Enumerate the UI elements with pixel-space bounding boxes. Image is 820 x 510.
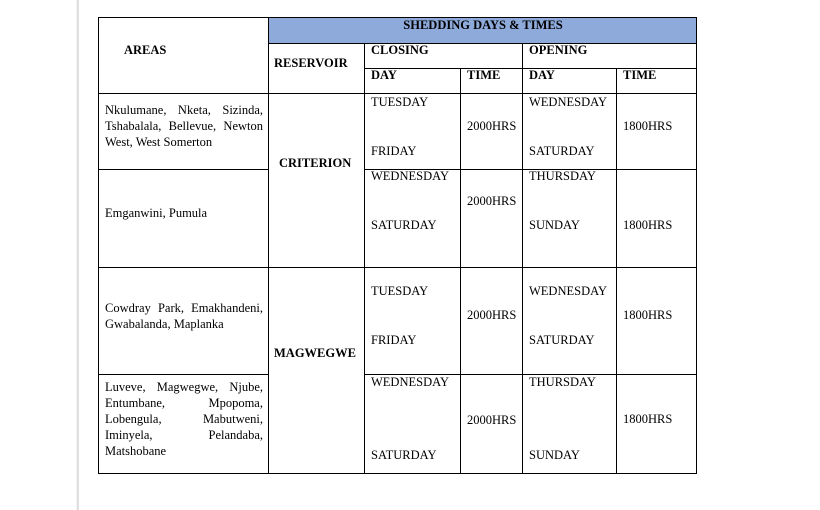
row2-opening-time: 1800HRS: [623, 218, 673, 232]
row4-closing-time: 2000HRS: [467, 413, 517, 427]
row1-closing-time: 2000HRS: [467, 119, 517, 133]
col-closing-day: DAY: [371, 68, 397, 82]
row1-opening-day-1: WEDNESDAY: [529, 95, 608, 109]
grid-v-closing-time: [460, 68, 461, 474]
col-closing: CLOSING: [371, 43, 429, 57]
row3-closing-time: 2000HRS: [467, 308, 517, 322]
col-areas: AREAS: [124, 43, 167, 57]
col-opening-time: TIME: [623, 68, 657, 82]
col-closing-time: TIME: [467, 68, 501, 82]
row4-opening-day-1: THURSDAY: [529, 375, 596, 389]
row3-opening-day-1: WEDNESDAY: [529, 284, 608, 298]
header-title: SHEDDING DAYS & TIMES: [403, 18, 563, 32]
col-reservoir: RESERVOIR: [274, 56, 348, 70]
row4-areas: Luveve, Magwegwe, Njube, Entumbane, Mpopoma, Lobengula, Mabutweni, Iminyela, Pelandaba, Matshobane: [105, 380, 263, 458]
row2-areas: Emganwini, Pumula: [105, 206, 208, 220]
row2-closing-time: 2000HRS: [467, 194, 517, 208]
grid-h-row3: [98, 374, 269, 375]
table-border-left: [98, 17, 99, 474]
row4-opening-day-2: SUNDAY: [529, 448, 580, 462]
row1-closing-day-1: TUESDAY: [371, 95, 429, 109]
grid-v-opening-time: [616, 68, 617, 474]
reservoir-magwegwe: MAGWEGWE: [274, 346, 356, 360]
row1-opening-day-2: SATURDAY: [529, 144, 595, 158]
table-border-bottom: [98, 473, 697, 474]
row3-closing-day-2: FRIDAY: [371, 333, 417, 347]
col-opening: OPENING: [529, 43, 588, 57]
row3-opening-time: 1800HRS: [623, 308, 673, 322]
row4-opening-time: 1800HRS: [623, 412, 673, 426]
row1-areas: Nkulumane, Nketa, Sizinda, Tshabalala, Bellevue, Newton West, West Somerton: [105, 103, 263, 149]
grid-v-reservoir: [364, 43, 365, 474]
row1-closing-day-2: FRIDAY: [371, 144, 417, 158]
page-edge: [77, 0, 79, 510]
grid-h-row1: [98, 169, 269, 170]
row4-closing-day-2: SATURDAY: [371, 448, 437, 462]
grid-v-areas: [268, 17, 269, 474]
reservoir-criterion: CRITERION: [279, 156, 352, 170]
row2-closing-day-2: SATURDAY: [371, 218, 437, 232]
grid-h-row2: [98, 267, 697, 268]
grid-h-header: [268, 43, 697, 44]
left-margin: [0, 0, 76, 510]
row1-opening-time: 1800HRS: [623, 119, 673, 133]
row2-opening-day-1: THURSDAY: [529, 169, 596, 183]
grid-v-opening: [522, 43, 523, 474]
table-border-right: [696, 17, 697, 474]
col-opening-day: DAY: [529, 68, 555, 82]
row4-closing-day-1: WEDNESDAY: [371, 375, 450, 389]
row3-closing-day-1: TUESDAY: [371, 284, 429, 298]
row2-closing-day-1: WEDNESDAY: [371, 169, 450, 183]
row3-areas: Cowdray Park, Emakhandeni, Gwabalanda, Maplanka: [105, 301, 263, 331]
row2-opening-day-2: SUNDAY: [529, 218, 580, 232]
row3-opening-day-2: SATURDAY: [529, 333, 595, 347]
